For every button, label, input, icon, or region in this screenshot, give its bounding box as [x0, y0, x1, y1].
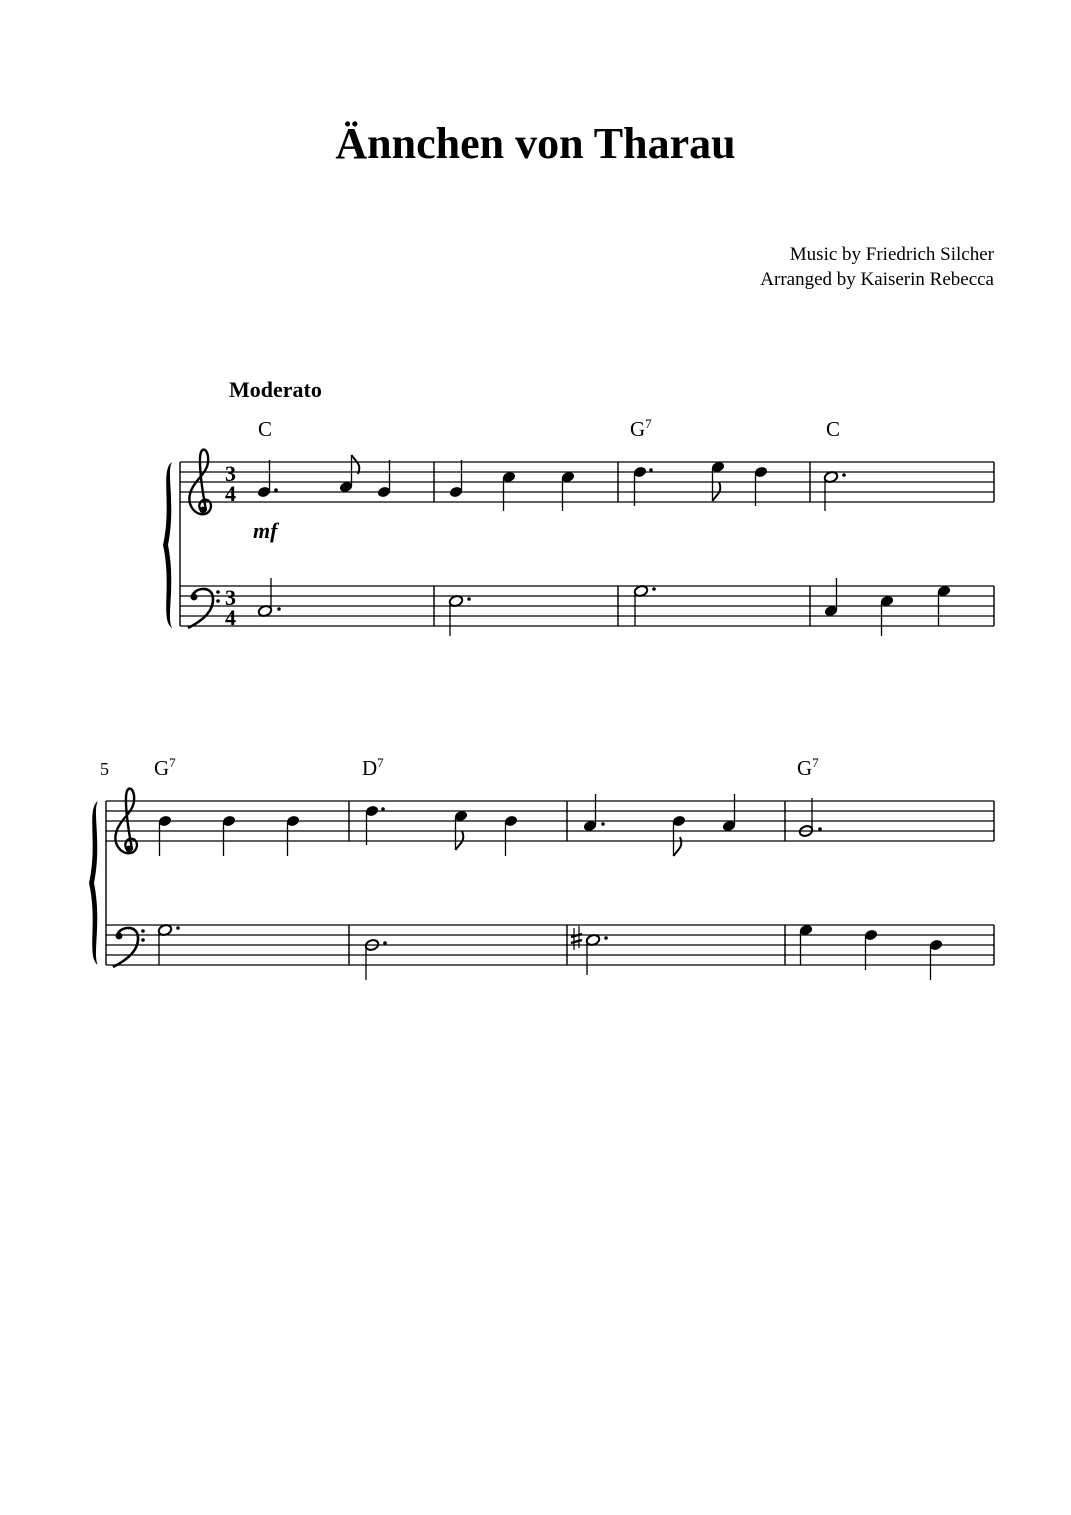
- chord-symbol: $D^7$: [362, 755, 384, 780]
- time-signature-bottom: 4: [225, 481, 236, 506]
- measure-2-bass: [448, 594, 470, 636]
- measure-3-treble: [633, 461, 769, 506]
- measure-3-bass: [633, 584, 655, 626]
- chord-symbol: $G^7$: [630, 416, 652, 441]
- dynamic-marking: mf: [253, 518, 278, 543]
- measure-2-treble: [449, 460, 576, 511]
- bass-clef: [113, 928, 145, 967]
- grand-staff-brace: [163, 462, 172, 628]
- chord-symbol: C: [258, 417, 273, 441]
- measure-7-bass: [571, 926, 608, 975]
- bass-clef: [188, 589, 220, 628]
- measure-7-treble: [583, 794, 737, 856]
- bass-staff: [106, 925, 994, 965]
- barlines: [180, 462, 994, 626]
- system-1: [163, 416, 994, 636]
- time-signature-top: 3: [225, 585, 236, 610]
- piece-title: Ännchen von Tharau: [335, 119, 736, 168]
- measure-8-bass: [799, 924, 944, 980]
- bass-staff: [180, 586, 994, 626]
- sharp-accidental: [571, 926, 582, 950]
- chord-symbol: $G^7$: [797, 755, 819, 780]
- chord-symbol: $G^7$: [154, 755, 176, 780]
- composer-credit: Music by Friedrich Silcher: [789, 244, 994, 265]
- treble-staff: [106, 801, 994, 841]
- time-signature-bottom: 4: [225, 605, 236, 630]
- measure-6-treble: [365, 805, 519, 856]
- grand-staff-brace: [89, 801, 98, 965]
- measure-1-bass: [257, 578, 280, 618]
- tempo-marking: Moderato: [229, 377, 322, 402]
- barlines: [106, 801, 994, 965]
- system-2: [89, 755, 994, 980]
- treble-staff: [180, 462, 994, 502]
- time-signature-top: 3: [225, 461, 236, 486]
- measure-4-treble: [823, 470, 845, 511]
- arranger-credit: Arranged by Kaiserin Rebecca: [760, 269, 994, 290]
- measure-number: 5: [100, 759, 109, 779]
- measure-4-bass: [824, 578, 952, 636]
- measure-5-bass: [157, 923, 179, 965]
- chord-symbol: C: [826, 417, 841, 441]
